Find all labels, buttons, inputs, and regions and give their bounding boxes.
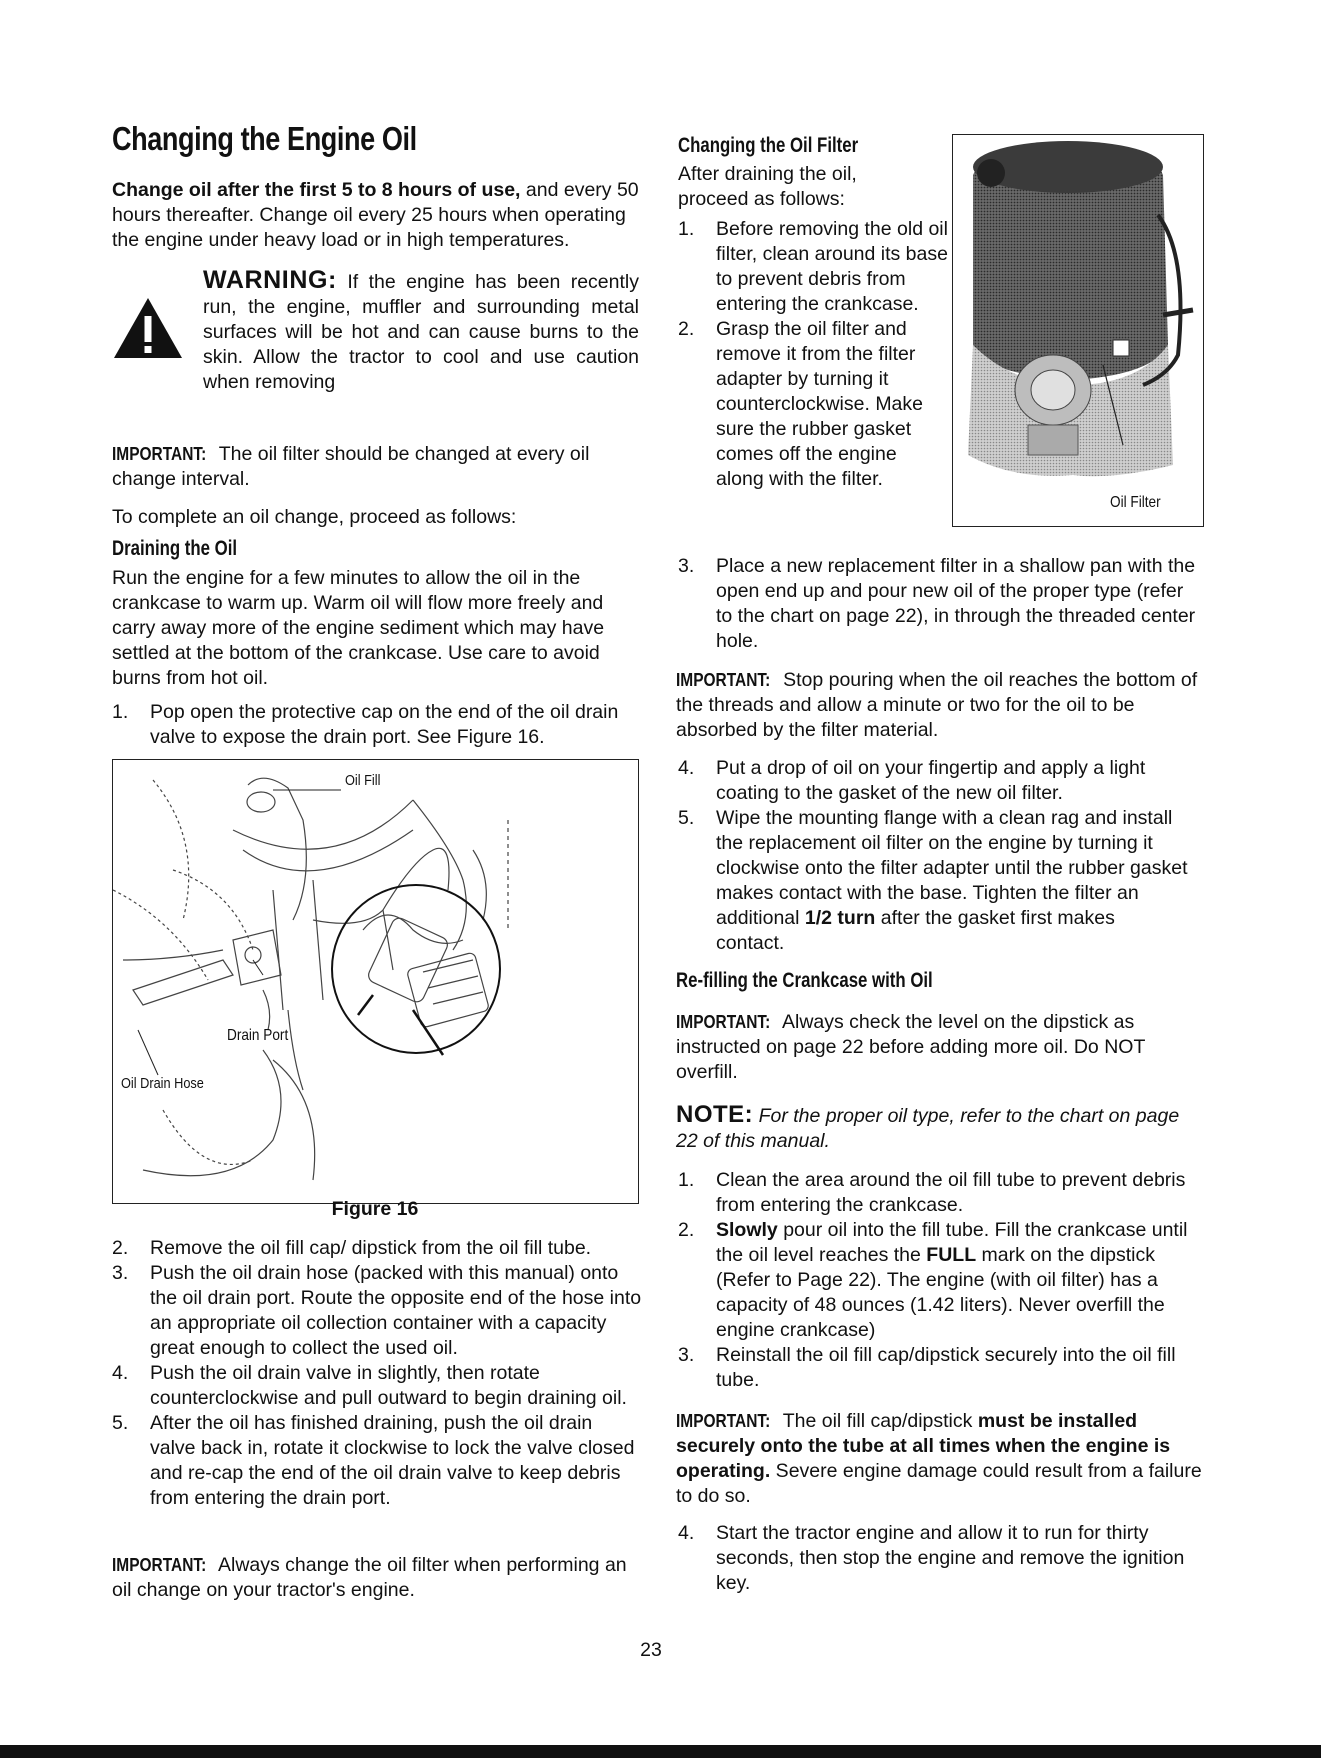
important-5: [676, 1409, 1202, 1509]
list-item: [678, 756, 1188, 806]
list-item: [112, 1411, 642, 1511]
warning-lead: WARNING:: [203, 266, 337, 294]
draining-step-1: [112, 700, 642, 750]
list-item: [678, 554, 1203, 654]
important-5-pre: The oil fill cap/dipstick: [777, 1410, 978, 1432]
step-number: 4.: [112, 1362, 129, 1384]
important-3-text: Stop pouring when the oil reaches the bottom of the threads and allow a minute or two for the oil to be absorbed by the filter material.: [676, 669, 1198, 741]
filter-heading: Changing the Oil Filter: [678, 134, 859, 157]
step-number: 2.: [678, 1219, 695, 1241]
step-text: Push the oil drain hose (packed with this manual) onto the oil drain port. Route the opposite end of the hose into an appropriate oil collection container with a capacity great enough to collect the used oil.: [150, 1262, 642, 1359]
list-item: [678, 1521, 1188, 1596]
step-number: 3.: [678, 555, 695, 577]
list-item: [678, 806, 1188, 956]
step-number: 2.: [112, 1237, 129, 1259]
filter-steps-a: [678, 217, 948, 492]
note: [676, 1102, 1204, 1154]
step-number: 2.: [678, 318, 695, 340]
step-text: Place a new replacement filter in a shallow pan with the open end up and pour new oil of the proper type (refer to the chart on page 22), in through the threaded center hole.: [716, 555, 1196, 652]
warning-icon: [112, 296, 184, 360]
important-2: [112, 1553, 642, 1603]
warning-text: [203, 268, 639, 395]
important-2-lead: IMPORTANT:: [112, 1555, 207, 1575]
figure-label-oil-drain-hose: Oil Drain Hose: [121, 1075, 204, 1092]
important-4: [676, 1010, 1200, 1085]
list-item: [678, 317, 948, 492]
note-lead: NOTE:: [676, 1101, 754, 1128]
important-1-text: The oil filter should be changed at every oil change interval.: [112, 443, 590, 490]
important-4-text: Always check the level on the dipstick as instructed on page 22 before adding more oil. Do NOT overfill.: [676, 1011, 1145, 1083]
filter-intro: After draining the oil, proceed as follows:: [678, 163, 857, 210]
step-2-mid: pour oil into the fill tube. Fill the crankcase until the oil level reaches the: [716, 1219, 1188, 1266]
refill-heading: Re-filling the Crankcase with Oil: [676, 969, 933, 992]
list-item: [112, 700, 642, 750]
step-text: Reinstall the oil fill cap/dipstick securely into the oil fill tube.: [716, 1344, 1176, 1391]
oil-filter-photo: [952, 134, 1204, 527]
step-5-bold: 1/2 turn: [804, 907, 876, 929]
important-5-post: Severe engine damage could result from a failure to do so.: [676, 1460, 1202, 1507]
step-number: 5.: [678, 807, 695, 829]
refill-step-4: [678, 1521, 1188, 1596]
note-text: For the proper oil type, refer to the chart on page 22 of this manual.: [676, 1105, 1180, 1152]
important-4-lead: IMPORTANT:: [676, 1012, 771, 1032]
intro-text: and every 50 hours thereafter. Change oil every 25 hours when operating the engine under heavy load or in high temperatures.: [112, 179, 639, 251]
important-2-text: Always change the oil filter when performing an oil change on your tractor's engine.: [112, 1554, 627, 1601]
step-text: After the oil has finished draining, push the oil drain valve back in, rotate it clockwise to lock the valve closed and re-cap the end of the oil drain valve to keep debris from entering the drain port.: [150, 1412, 635, 1509]
list-item: [678, 1218, 1198, 1343]
list-item: [678, 217, 948, 317]
step-text: Start the tractor engine and allow it to run for thirty seconds, then stop the engine and remove the ignition key.: [716, 1522, 1185, 1594]
list-item: [678, 1168, 1198, 1218]
step-number: 1.: [678, 1169, 695, 1191]
important-3-lead: IMPORTANT:: [676, 670, 771, 690]
step-text: Clean the area around the oil fill tube to prevent debris from entering the crankcase.: [716, 1169, 1186, 1216]
refill-steps: [678, 1168, 1198, 1393]
step-number: 3.: [112, 1262, 129, 1284]
step-2-bold-1: Slowly: [716, 1219, 778, 1241]
step-2-post: mark on the dipstick (Refer to Page 22). The engine (with oil filter) has a capacity of 48 ounces (1.42 liters). Never overfill the engine crankcase): [716, 1244, 1165, 1341]
step-5-pre: Wipe the mounting flange with a clean rag and install the replacement oil filter on the engine by turning it clockwise onto the filter adapter until the rubber gasket makes contact with the base. Tighten the filter an additional: [716, 807, 1188, 929]
important-1: [112, 442, 642, 492]
step-text: Put a drop of oil on your fingertip and apply a light coating to the gasket of the new oil filter.: [716, 757, 1146, 804]
step-text: [716, 1219, 1188, 1341]
draining-paragraph: Run the engine for a few minutes to allow the oil in the crankcase to warm up. Warm oil will flow more freely and carry away more of the engine sediment which may have settled at the bottom of the crankcase. Use care to avoid burns from hot oil.: [112, 567, 605, 689]
filter-steps-b: [678, 756, 1188, 956]
figure-16-illustration: [113, 760, 638, 1203]
step-text: Remove the oil fill cap/ dipstick from the oil fill tube.: [150, 1237, 592, 1259]
step-number: 4.: [678, 1522, 695, 1544]
list-item: [112, 1361, 642, 1411]
photo-label-oil-filter: Oil Filter: [1110, 494, 1161, 511]
important-1-lead: IMPORTANT:: [112, 444, 207, 464]
important-5-bold: must be installed securely onto the tube at all times when the engine is operating.: [676, 1410, 1171, 1482]
figure-label-oil-fill: Oil Fill: [345, 772, 381, 789]
important-3: [676, 668, 1204, 743]
intro-paragraph: [112, 178, 647, 253]
step-number: 1.: [678, 218, 695, 240]
page-title: Changing the Engine Oil: [112, 120, 417, 157]
step-number: 1.: [112, 701, 129, 723]
intro-bold: Change oil after the first 5 to 8 hours of use,: [112, 179, 521, 201]
warning-body: If the engine has been recently run, the engine, muffler and surrounding metal surfaces will be hot and can cause burns to the skin. Allow the tractor to cool and use caution when removing: [203, 271, 639, 393]
draining-heading: Draining the Oil: [112, 537, 238, 560]
list-item: [678, 1343, 1198, 1393]
step-text: Push the oil drain valve in slightly, then rotate counterclockwise and pull outward to begin draining oil.: [150, 1362, 627, 1409]
step-text: [716, 807, 1188, 954]
step-number: 5.: [112, 1412, 129, 1434]
step-text: Pop open the protective cap on the end of the oil drain valve to expose the drain port. See Figure 16.: [150, 701, 619, 748]
page-number: 23: [640, 1639, 662, 1661]
complete-instruction: To complete an oil change, proceed as follows:: [112, 506, 517, 528]
step-text: Before removing the old oil filter, clean around its base to prevent debris from entering the crankcase.: [716, 218, 948, 315]
draining-steps: [112, 1236, 642, 1511]
filter-step-3: [678, 554, 1203, 654]
step-2-bold-2: FULL: [926, 1244, 977, 1266]
step-number: 4.: [678, 757, 695, 779]
figure-16-box: [112, 759, 639, 1204]
step-5-post: after the gasket first makes contact.: [716, 907, 1115, 954]
figure-label-drain-port: Drain Port: [227, 1027, 289, 1044]
list-item: [112, 1236, 642, 1261]
step-number: 3.: [678, 1344, 695, 1366]
list-item: [112, 1261, 642, 1361]
step-text: Grasp the oil filter and remove it from the filter adapter by turning it counterclockwise. Make sure the rubber gasket comes off the engine along with the filter.: [716, 318, 923, 490]
bottom-edge-bar: [0, 1745, 1321, 1758]
important-5-lead: IMPORTANT:: [676, 1411, 771, 1431]
figure-caption: Figure 16: [331, 1198, 419, 1220]
